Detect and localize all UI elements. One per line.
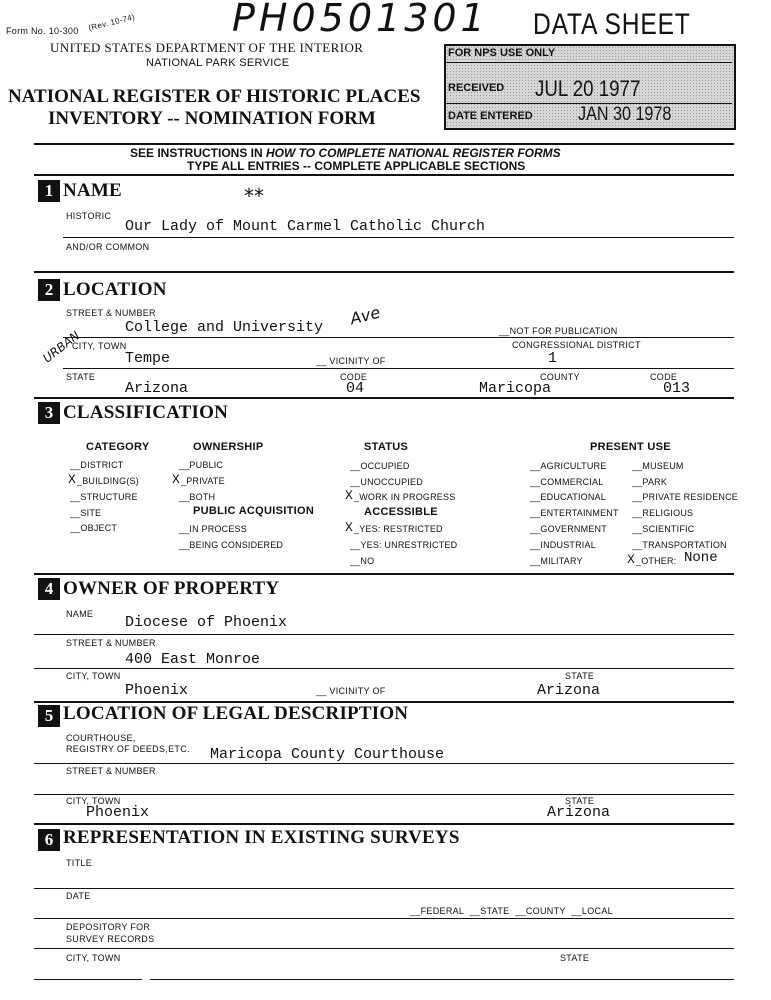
- courthouse-value: Maricopa County Courthouse: [210, 746, 445, 763]
- section-4-number: 4: [38, 578, 60, 600]
- use-educational[interactable]: __EDUCATIONAL: [530, 492, 606, 502]
- section-5-title: LOCATION OF LEGAL DESCRIPTION: [63, 703, 409, 724]
- nps-divider: [446, 62, 732, 63]
- code-value: 04: [346, 380, 365, 397]
- not-for-publication: __NOT FOR PUBLICATION: [499, 326, 618, 336]
- section-6-title: REPRESENTATION IN EXISTING SURVEYS: [63, 827, 460, 848]
- category-building-check: X: [68, 472, 76, 487]
- instructions-prefix: SEE INSTRUCTIONS IN: [130, 146, 267, 160]
- common-label: AND/OR COMMON: [66, 242, 150, 252]
- depository-label-2: SURVEY RECORDS: [66, 934, 155, 944]
- legal-street-line: [34, 794, 734, 795]
- county-value: Maricopa: [479, 380, 552, 397]
- use-other[interactable]: _OTHER:: [636, 556, 677, 566]
- ownership-public[interactable]: __PUBLIC: [179, 460, 224, 470]
- depository-label-1: DEPOSITORY FOR: [66, 922, 151, 932]
- section-4-title: OWNER OF PROPERTY: [63, 578, 280, 599]
- section-3-number: 3: [38, 402, 60, 424]
- survey-city-line: [150, 979, 734, 980]
- use-other-check: X: [627, 552, 635, 567]
- section-2-end-rule: [34, 397, 734, 399]
- code-label: CODE: [340, 372, 368, 382]
- section-1-end-rule: [34, 271, 734, 273]
- section-1-hand-mark: **: [244, 184, 264, 208]
- form-title-line2: INVENTORY -- NOMINATION FORM: [48, 108, 376, 129]
- legal-city-label: CITY, TOWN: [66, 796, 121, 806]
- owner-vicinity-text: VICINITY OF: [329, 686, 386, 696]
- category-district[interactable]: __DISTRICT: [70, 460, 124, 470]
- accessible-unrestricted[interactable]: __YES: UNRESTRICTED: [350, 540, 458, 550]
- acquisition-heading: PUBLIC ACQUISITION: [193, 505, 315, 517]
- category-object[interactable]: __OBJECT: [70, 523, 118, 533]
- use-government[interactable]: __GOVERNMENT: [530, 524, 607, 534]
- use-park[interactable]: __PARK: [632, 477, 668, 487]
- use-private-residence[interactable]: __PRIVATE RESIDENCE: [632, 492, 738, 502]
- category-structure[interactable]: __STRUCTURE: [70, 492, 138, 502]
- depository-line: [34, 948, 734, 949]
- courthouse-line: [34, 763, 734, 764]
- state-value: Arizona: [125, 380, 189, 397]
- status-heading: STATUS: [364, 441, 409, 453]
- legal-city-value: Phoenix: [86, 804, 150, 821]
- courthouse-label-1: COURTHOUSE,: [66, 733, 136, 743]
- code2-label: CODE: [650, 372, 678, 382]
- use-agriculture[interactable]: __AGRICULTURE: [530, 461, 607, 471]
- entered-date: JAN 30 1978: [578, 104, 672, 125]
- data-sheet-label: DATA SHEET: [533, 8, 691, 41]
- status-work-in-progress[interactable]: _WORK IN PROGRESS: [354, 492, 456, 502]
- section-6-number: 6: [38, 829, 60, 851]
- received-label: RECEIVED: [448, 82, 505, 94]
- accessible-restricted-check: X: [345, 520, 353, 535]
- code2-value: 013: [663, 380, 691, 397]
- owner-state-label: STATE: [565, 671, 595, 681]
- nps-heading: FOR NPS USE ONLY: [448, 47, 556, 59]
- section-5-number: 5: [38, 705, 60, 727]
- historic-label: HISTORIC: [66, 211, 112, 221]
- vicinity-text: VICINITY OF: [329, 356, 386, 366]
- legal-street-label: STREET & NUMBER: [66, 766, 156, 776]
- use-industrial[interactable]: __INDUSTRIAL: [530, 540, 596, 550]
- ownership-both[interactable]: __BOTH: [179, 492, 216, 502]
- ownership-private-check: X: [172, 472, 180, 487]
- service-name: NATIONAL PARK SERVICE: [146, 57, 290, 69]
- category-heading: CATEGORY: [86, 441, 150, 453]
- congressional-label: CONGRESSIONAL DISTRICT: [512, 340, 641, 350]
- survey-title-label: TITLE: [66, 858, 93, 868]
- owner-name-line: [34, 634, 734, 635]
- street-label: STREET & NUMBER: [66, 308, 156, 318]
- street-hand-note: Ave: [348, 302, 383, 329]
- owner-street-line: [34, 668, 734, 669]
- section-2-title: LOCATION: [63, 279, 167, 300]
- category-site[interactable]: __SITE: [70, 508, 102, 518]
- use-commercial[interactable]: __COMMERCIAL: [530, 477, 604, 487]
- survey-title-line: [34, 888, 734, 889]
- accessible-heading: ACCESSIBLE: [364, 506, 438, 518]
- use-religious[interactable]: __RELIGIOUS: [632, 508, 694, 518]
- entered-label: DATE ENTERED: [448, 110, 533, 122]
- use-museum[interactable]: __MUSEUM: [632, 461, 684, 471]
- instructions-line2: TYPE ALL ENTRIES -- COMPLETE APPLICABLE SECTIONS: [187, 159, 526, 173]
- historic-line: [63, 237, 734, 238]
- acquisition-in-process[interactable]: __IN PROCESS: [179, 524, 247, 534]
- city-line: [63, 368, 734, 369]
- ownership-private[interactable]: _PRIVATE: [181, 476, 225, 486]
- status-work-check: X: [345, 488, 353, 503]
- ownership-heading: OWNERSHIP: [193, 441, 264, 453]
- section-3-end-rule: [34, 573, 734, 575]
- category-building[interactable]: _BUILDING(S): [77, 476, 139, 486]
- instructions-italic: HOW TO COMPLETE NATIONAL REGISTER FORMS: [266, 146, 561, 160]
- use-transportation[interactable]: __TRANSPORTATION: [632, 540, 727, 550]
- form-title-line1: NATIONAL REGISTER OF HISTORIC PLACES: [8, 86, 421, 107]
- owner-state-value: Arizona: [537, 682, 601, 699]
- acquisition-being-considered[interactable]: __BEING CONSIDERED: [179, 540, 284, 550]
- legal-state-label: STATE: [565, 796, 595, 806]
- owner-name-value: Diocese of Phoenix: [125, 614, 288, 631]
- section-1-number: 1: [38, 180, 60, 202]
- accessible-no[interactable]: __NO: [350, 556, 375, 566]
- courthouse-label-2: REGISTRY OF DEEDS,ETC.: [66, 744, 190, 754]
- section-1-title: NAME: [63, 180, 122, 201]
- section-2-number: 2: [38, 279, 60, 301]
- department-name: UNITED STATES DEPARTMENT OF THE INTERIOR: [50, 40, 364, 55]
- legal-state-value: Arizona: [547, 804, 611, 821]
- street-value: College and University: [125, 319, 324, 336]
- use-military[interactable]: __MILITARY: [530, 556, 583, 566]
- use-scientific[interactable]: __SCIENTIFIC: [632, 524, 695, 534]
- use-entertainment[interactable]: __ENTERTAINMENT: [530, 508, 619, 518]
- city-value: Tempe: [125, 350, 171, 367]
- survey-date-line: [34, 918, 734, 919]
- congressional-value: 1: [548, 350, 558, 367]
- historic-name: Our Lady of Mount Carmel Catholic Church: [125, 218, 486, 235]
- form-revision: (Rev. 10-74): [87, 12, 136, 33]
- status-unoccupied[interactable]: __UNOCCUPIED: [350, 477, 423, 487]
- accessible-restricted[interactable]: _YES: RESTRICTED: [354, 524, 443, 534]
- handwritten-id: PH0501301: [232, 0, 489, 40]
- owner-city-value: Phoenix: [125, 682, 189, 699]
- owner-street-label: STREET & NUMBER: [66, 638, 156, 648]
- survey-city-line-left: [34, 979, 142, 980]
- city-label: CITY, TOWN: [72, 341, 127, 351]
- received-date: JUL 20 1977: [535, 76, 641, 101]
- use-other-value: None: [684, 550, 718, 566]
- status-occupied[interactable]: __OCCUPIED: [350, 461, 410, 471]
- state-label: STATE: [66, 372, 96, 382]
- survey-date-label: DATE: [66, 891, 91, 901]
- form-number: Form No. 10-300: [6, 26, 79, 36]
- county-label: COUNTY: [540, 372, 580, 382]
- instructions-rule: [34, 174, 734, 176]
- survey-city-label: CITY, TOWN: [66, 953, 121, 963]
- street-line: [63, 337, 734, 338]
- vicinity-label: __ VICINITY OF: [316, 356, 386, 366]
- owner-city-label: CITY, TOWN: [66, 671, 121, 681]
- section-5-end-rule: [34, 823, 734, 825]
- city-hand-note: URBAN: [40, 328, 83, 366]
- owner-vicinity-label: __ VICINITY OF: [316, 686, 386, 696]
- owner-street-value: 400 East Monroe: [125, 651, 261, 668]
- survey-state-label: STATE: [560, 953, 590, 963]
- section-3-title: CLASSIFICATION: [63, 402, 229, 423]
- top-rule: [34, 143, 734, 145]
- owner-name-label: NAME: [66, 609, 94, 619]
- survey-levels: __FEDERAL __STATE __COUNTY __LOCAL: [410, 906, 613, 916]
- present-use-heading: PRESENT USE: [590, 441, 671, 453]
- instructions-line1: [130, 146, 561, 160]
